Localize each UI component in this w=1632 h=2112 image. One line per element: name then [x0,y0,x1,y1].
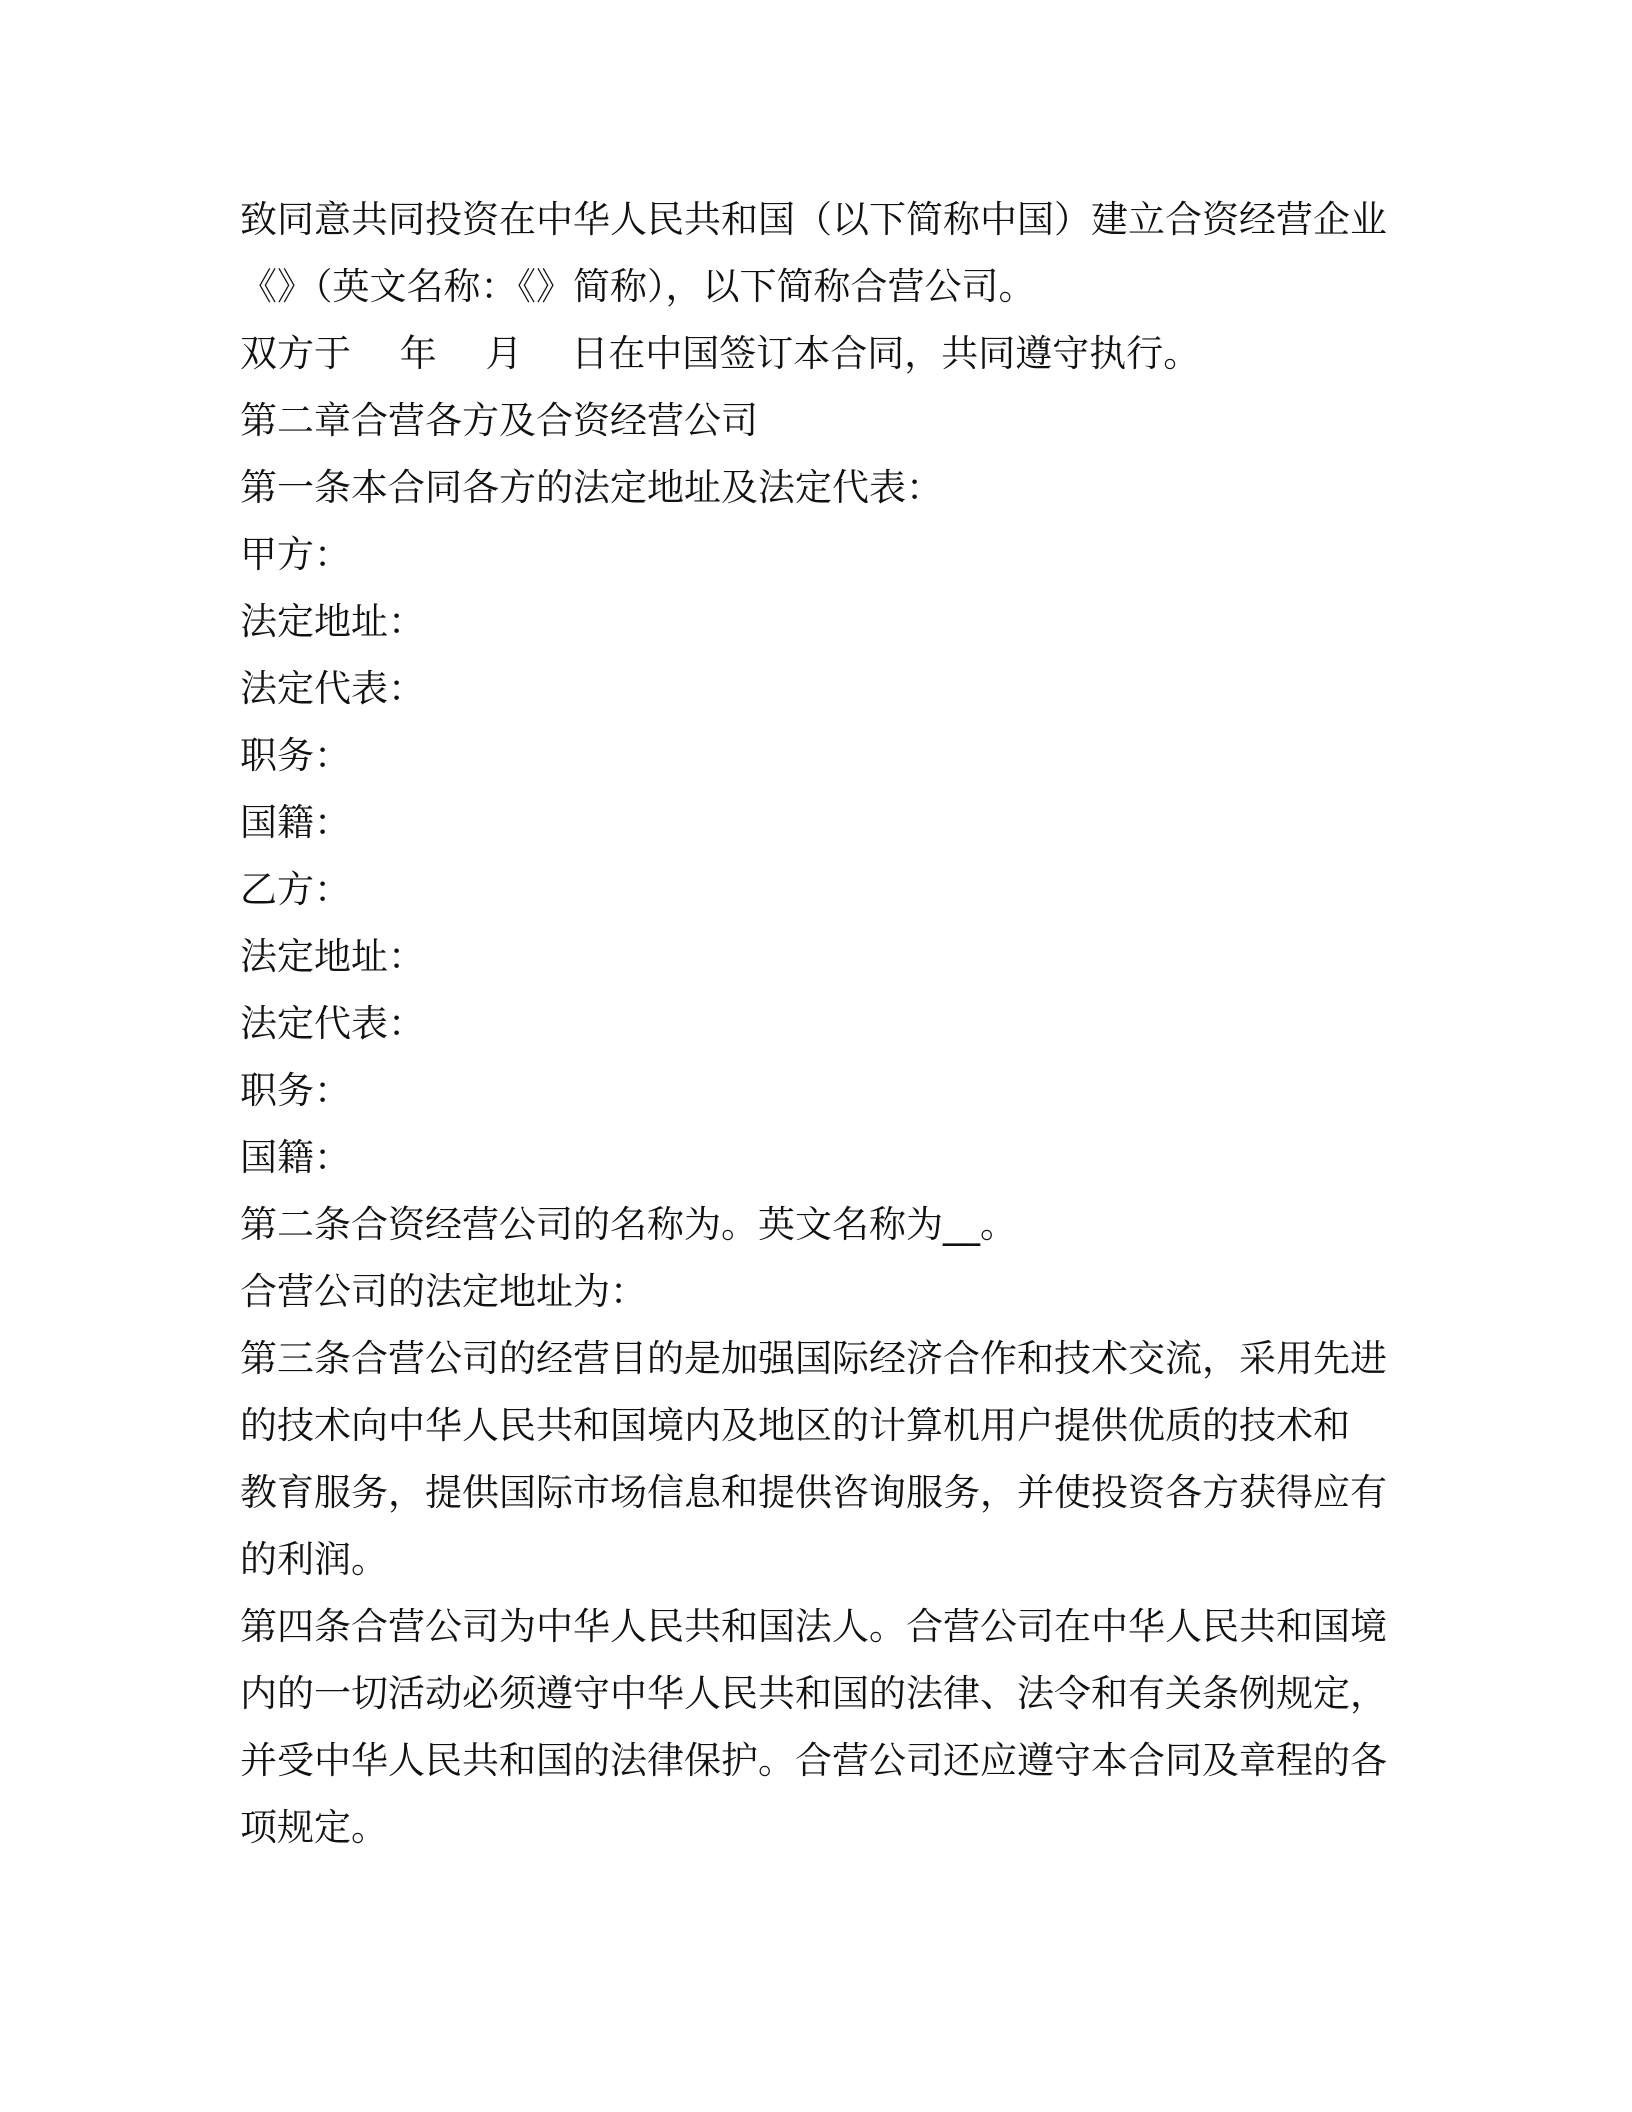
text-line: 致同意共同投资在中华人民共和国（以下简称中国）建立合资经营企业 [240,198,1387,241]
chapter-heading: 第二章合营各方及合资经营公司 [240,399,758,442]
party-a-label: 甲方： [240,533,351,576]
party-b-label: 乙方： [240,868,351,911]
field-label: 法定代表： [240,1002,425,1045]
text-line: 项规定。 [240,1806,388,1849]
text-line: 并受中华人民共和国的法律保护。合营公司还应遵守本合同及章程的各 [240,1739,1387,1782]
field-label: 法定代表： [240,667,425,710]
field-label: 法定地址： [240,600,425,643]
text-line: 合营公司的法定地址为： [240,1270,647,1313]
article-text: 第三条合营公司的经营目的是加强国际经济合作和技术交流，采用先进 [240,1337,1387,1380]
text-line: 的利润。 [240,1538,388,1581]
field-label: 国籍： [240,801,351,844]
article-text: 第四条合营公司为中华人民共和国法人。合营公司在中华人民共和国境 [240,1605,1387,1648]
article-heading: 第一条本合同各方的法定地址及法定代表： [240,466,943,509]
text-line: 内的一切活动必须遵守中华人民共和国的法律、法令和有关条例规定， [240,1672,1387,1715]
text-line: 双方于 年 月 日在中国签订本合同，共同遵守执行。 [240,332,1201,375]
field-label: 国籍： [240,1136,351,1179]
field-label: 法定地址： [240,935,425,978]
document-body [240,186,1400,1861]
text-line: 教育服务，提供国际市场信息和提供咨询服务，并使投资各方获得应有 [240,1471,1387,1514]
article-text: 第二条合资经营公司的名称为。英文名称为__。 [240,1203,1017,1246]
field-label: 职务： [240,1069,351,1112]
text-line: 的技术向中华人民共和国境内及地区的计算机用户提供优质的技术和 [240,1404,1350,1447]
field-label: 职务： [240,734,351,777]
text-line: 《》（英文名称：《》简称），以下简称合营公司。 [240,265,1036,308]
